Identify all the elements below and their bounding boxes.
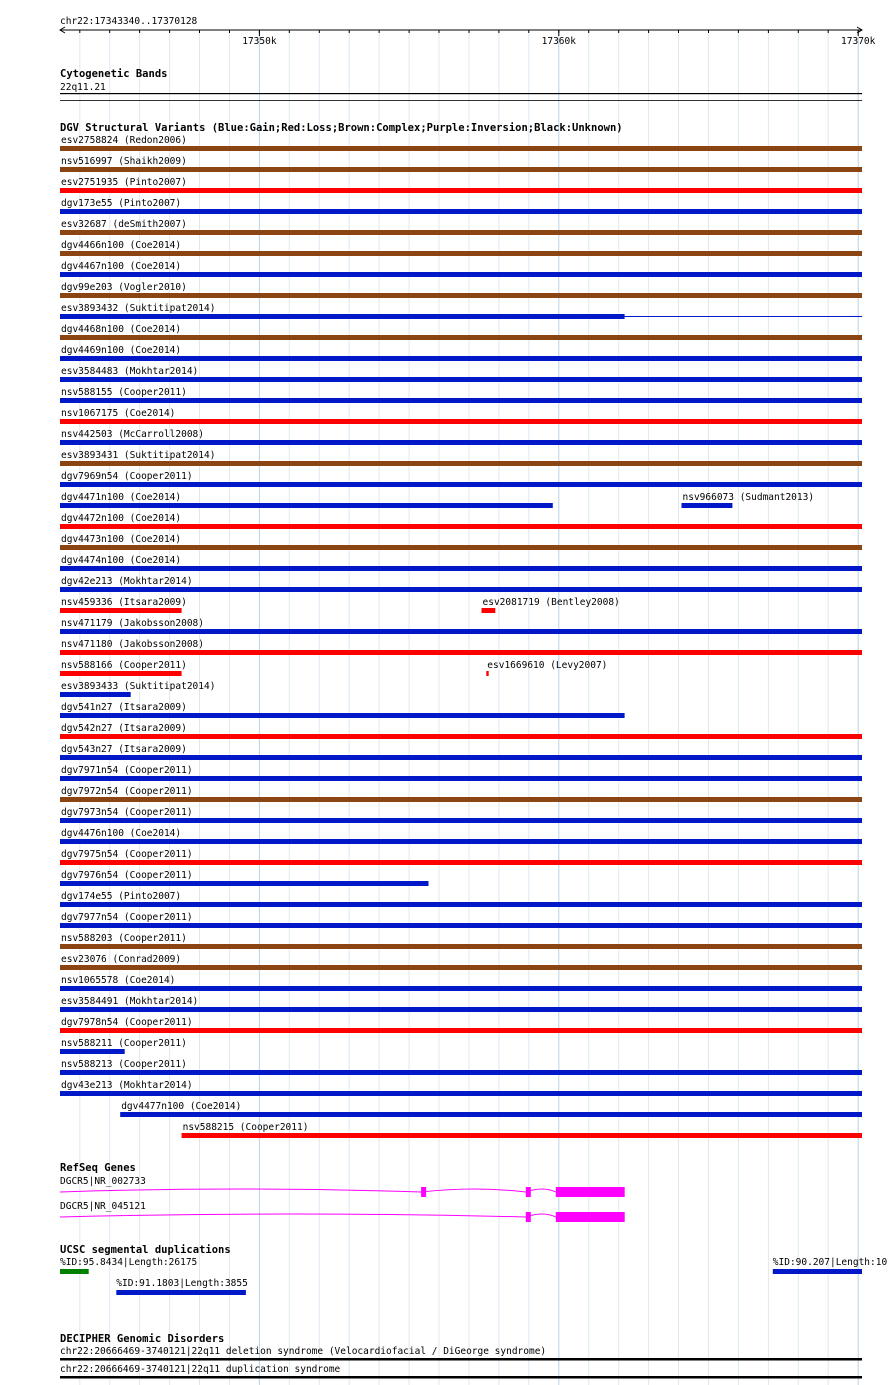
variant-bar[interactable]: [60, 1049, 125, 1054]
gene-intron-line[interactable]: [60, 1189, 556, 1192]
variant-label[interactable]: dgv7971n54 (Cooper2011): [61, 765, 193, 776]
variant-label[interactable]: esv2758824 (Redon2006): [61, 135, 187, 146]
variant-bar[interactable]: [60, 776, 862, 781]
variant-label[interactable]: nsv516997 (Shaikh2009): [61, 156, 187, 167]
variant-bar[interactable]: [60, 377, 862, 382]
variant-bar[interactable]: [60, 524, 862, 529]
cytoband-bar[interactable]: [60, 93, 862, 94]
variant-bar[interactable]: [60, 944, 862, 949]
variant-label[interactable]: esv2751935 (Pinto2007): [61, 177, 187, 188]
disorder-label[interactable]: chr22:20666469-3740121|22q11 duplication syndrome: [60, 1364, 341, 1375]
decipher-track: [60, 1333, 862, 1379]
variant-bar[interactable]: [482, 608, 496, 613]
variant-label[interactable]: dgv4471n100 (Coe2014): [61, 492, 182, 503]
variant-bar[interactable]: [60, 839, 862, 844]
variant-bar[interactable]: [60, 860, 862, 865]
variant-label[interactable]: nsv588211 (Cooper2011): [61, 1038, 187, 1049]
variant-bar[interactable]: [60, 608, 182, 613]
variant-label[interactable]: dgv542n27 (Itsara2009): [61, 723, 187, 734]
segdup-bar[interactable]: [773, 1269, 862, 1274]
segdup-track-title: UCSC segmental duplications: [60, 1244, 231, 1256]
variant-label[interactable]: dgv7975n54 (Cooper2011): [61, 849, 193, 860]
segdup-track: [60, 1244, 887, 1295]
segdup-bar[interactable]: [60, 1269, 89, 1274]
variant-label[interactable]: dgv7972n54 (Cooper2011): [61, 786, 193, 797]
variant-bar[interactable]: [60, 545, 862, 550]
variant-label[interactable]: dgv4467n100 (Coe2014): [61, 261, 182, 272]
coordinate-ruler[interactable]: [60, 16, 876, 47]
variant-bar[interactable]: [60, 461, 862, 466]
disorder-bar[interactable]: [60, 1358, 862, 1361]
variant-label[interactable]: dgv4466n100 (Coe2014): [61, 240, 182, 251]
variant-label[interactable]: nsv1065578 (Coe2014): [61, 975, 176, 986]
variant-bar[interactable]: [60, 1028, 862, 1033]
variant-label[interactable]: esv23076 (Conrad2009): [61, 954, 182, 965]
variant-label[interactable]: esv32687 (deSmith2007): [61, 219, 187, 230]
variant-bar[interactable]: [60, 734, 862, 739]
variant-bar[interactable]: [60, 881, 429, 886]
variant-bar[interactable]: [60, 965, 862, 970]
variant-bar[interactable]: [182, 1133, 862, 1138]
gene-exon[interactable]: [526, 1187, 531, 1197]
variant-bar[interactable]: [60, 671, 182, 676]
variant-label[interactable]: dgv4472n100 (Coe2014): [61, 513, 182, 524]
variant-bar[interactable]: [60, 923, 862, 928]
variant-bar[interactable]: [60, 503, 553, 508]
variant-bar[interactable]: [60, 335, 862, 340]
segdup-bar[interactable]: [116, 1290, 246, 1295]
segdup-label[interactable]: %ID:90.207|Length:10: [772, 1257, 888, 1268]
variant-label[interactable]: dgv99e203 (Vogler2010): [61, 282, 187, 293]
variant-label[interactable]: nsv1067175 (Coe2014): [61, 408, 176, 419]
variant-label[interactable]: dgv7976n54 (Cooper2011): [61, 870, 193, 881]
refseq-track: [60, 1162, 625, 1222]
variant-label[interactable]: dgv4476n100 (Coe2014): [61, 828, 182, 839]
disorder-bar[interactable]: [60, 1376, 862, 1379]
variant-bar[interactable]: [60, 230, 862, 235]
variant-bar[interactable]: [682, 503, 733, 508]
variant-bar[interactable]: [60, 209, 862, 214]
variant-label[interactable]: dgv4469n100 (Coe2014): [61, 345, 182, 356]
variant-label[interactable]: dgv4468n100 (Coe2014): [61, 324, 182, 335]
variant-bar[interactable]: [60, 293, 862, 298]
variant-label[interactable]: dgv543n27 (Itsara2009): [61, 744, 187, 755]
variant-bar[interactable]: [60, 251, 862, 256]
cytoband-track: [60, 68, 862, 101]
variant-label[interactable]: esv1669610 (Levy2007): [487, 660, 608, 671]
variant-label[interactable]: dgv7977n54 (Cooper2011): [61, 912, 193, 923]
cytoband-separator: [60, 100, 862, 101]
dgv-track-title: DGV Structural Variants (Blue:Gain;Red:Loss;Brown:Complex;Purple:Inversion;Black:Unknown): [60, 122, 623, 134]
variant-bar[interactable]: [60, 314, 625, 319]
variant-label[interactable]: nsv588215 (Cooper2011): [182, 1122, 309, 1133]
disorder-label[interactable]: chr22:20666469-3740121|22q11 deletion syndrome (Velocardiofacial / DiGeorge syndrome): [60, 1346, 547, 1357]
variant-bar[interactable]: [60, 1091, 862, 1096]
ruler-tick-label: 17350k: [242, 36, 277, 47]
variant-label[interactable]: dgv4473n100 (Coe2014): [61, 534, 182, 545]
cytoband-label[interactable]: 22q11.21: [60, 82, 106, 93]
variant-label[interactable]: nsv588155 (Cooper2011): [61, 387, 187, 398]
cytoband-track-title: Cytogenetic Bands: [60, 68, 168, 80]
variant-bar[interactable]: [60, 482, 862, 487]
variant-bar[interactable]: [60, 188, 862, 193]
variant-bar[interactable]: [60, 902, 862, 907]
variant-bar[interactable]: [60, 146, 862, 151]
variant-label[interactable]: dgv7969n54 (Cooper2011): [61, 471, 193, 482]
variant-label[interactable]: nsv471179 (Jakobsson2008): [61, 618, 204, 629]
variant-bar[interactable]: [120, 1112, 862, 1117]
variant-label[interactable]: nsv471180 (Jakobsson2008): [61, 639, 204, 650]
variant-label[interactable]: esv2081719 (Bentley2008): [482, 597, 620, 608]
variant-label[interactable]: dgv541n27 (Itsara2009): [61, 702, 187, 713]
variant-label[interactable]: dgv7973n54 (Cooper2011): [61, 807, 193, 818]
variant-bar[interactable]: [60, 167, 862, 172]
variant-bar[interactable]: [60, 587, 862, 592]
variant-label[interactable]: esv3584483 (Mokhtar2014): [61, 366, 199, 377]
gene-intron-line[interactable]: [60, 1214, 556, 1217]
variant-bar[interactable]: [60, 755, 862, 760]
variant-bar[interactable]: [60, 692, 131, 697]
variant-label[interactable]: dgv43e213 (Mokhtar2014): [61, 1080, 193, 1091]
variant-label[interactable]: nsv966073 (Sudmant2013): [682, 492, 815, 503]
segdup-label[interactable]: %ID:91.1803|Length:3855: [116, 1278, 248, 1289]
variant-bar[interactable]: [60, 818, 862, 823]
variant-label[interactable]: esv3893432 (Suktitipat2014): [61, 303, 216, 314]
variant-bar[interactable]: [60, 419, 862, 424]
variant-label[interactable]: nsv442503 (McCarroll2008): [61, 429, 204, 440]
variant-bar[interactable]: [60, 650, 862, 655]
variant-label[interactable]: nsv588213 (Cooper2011): [61, 1059, 187, 1070]
variant-bar[interactable]: [486, 671, 488, 676]
variant-label[interactable]: dgv7978n54 (Cooper2011): [61, 1017, 193, 1028]
ruler-tick-label: 17370k: [841, 36, 876, 47]
variant-label[interactable]: esv3584491 (Mokhtar2014): [61, 996, 199, 1007]
variant-bar[interactable]: [60, 440, 862, 445]
variant-bar[interactable]: [60, 1070, 862, 1075]
segdup-label[interactable]: %ID:95.8434|Length:26175: [60, 1257, 198, 1268]
variant-bar[interactable]: [60, 398, 862, 403]
variant-bar[interactable]: [60, 797, 862, 802]
variant-label[interactable]: nsv588166 (Cooper2011): [61, 660, 187, 671]
ruler-tick-label: 17360k: [541, 36, 576, 47]
variant-bar[interactable]: [60, 713, 625, 718]
gene-exon[interactable]: [421, 1187, 426, 1197]
variant-label[interactable]: dgv173e55 (Pinto2007): [61, 198, 182, 209]
dgv-track: [60, 122, 862, 1138]
variant-bar[interactable]: [60, 986, 862, 991]
gene-label[interactable]: DGCR5|NR_045121: [60, 1201, 146, 1212]
variant-label[interactable]: dgv42e213 (Mokhtar2014): [61, 576, 193, 587]
variant-label[interactable]: nsv588203 (Cooper2011): [61, 933, 187, 944]
variant-bar[interactable]: [60, 566, 862, 571]
gene-exon[interactable]: [556, 1187, 625, 1197]
gene-exon[interactable]: [526, 1212, 531, 1222]
variant-label[interactable]: esv3893431 (Suktitipat2014): [61, 450, 216, 461]
variant-bar[interactable]: [60, 272, 862, 277]
variant-label[interactable]: dgv4474n100 (Coe2014): [61, 555, 182, 566]
variant-bar[interactable]: [60, 629, 862, 634]
variant-label[interactable]: dgv174e55 (Pinto2007): [61, 891, 182, 902]
decipher-track-title: DECIPHER Genomic Disorders: [60, 1333, 225, 1345]
gene-exon[interactable]: [556, 1212, 625, 1222]
refseq-track-title: RefSeq Genes: [60, 1162, 136, 1174]
region-label: chr22:17343340..17370128: [60, 16, 198, 27]
variant-label[interactable]: dgv4477n100 (Coe2014): [121, 1101, 242, 1112]
gene-label[interactable]: DGCR5|NR_002733: [60, 1176, 146, 1187]
variant-label[interactable]: esv3893433 (Suktitipat2014): [61, 681, 216, 692]
variant-label[interactable]: nsv459336 (Itsara2009): [61, 597, 187, 608]
variant-bar[interactable]: [60, 356, 862, 361]
variant-bar[interactable]: [60, 1007, 862, 1012]
